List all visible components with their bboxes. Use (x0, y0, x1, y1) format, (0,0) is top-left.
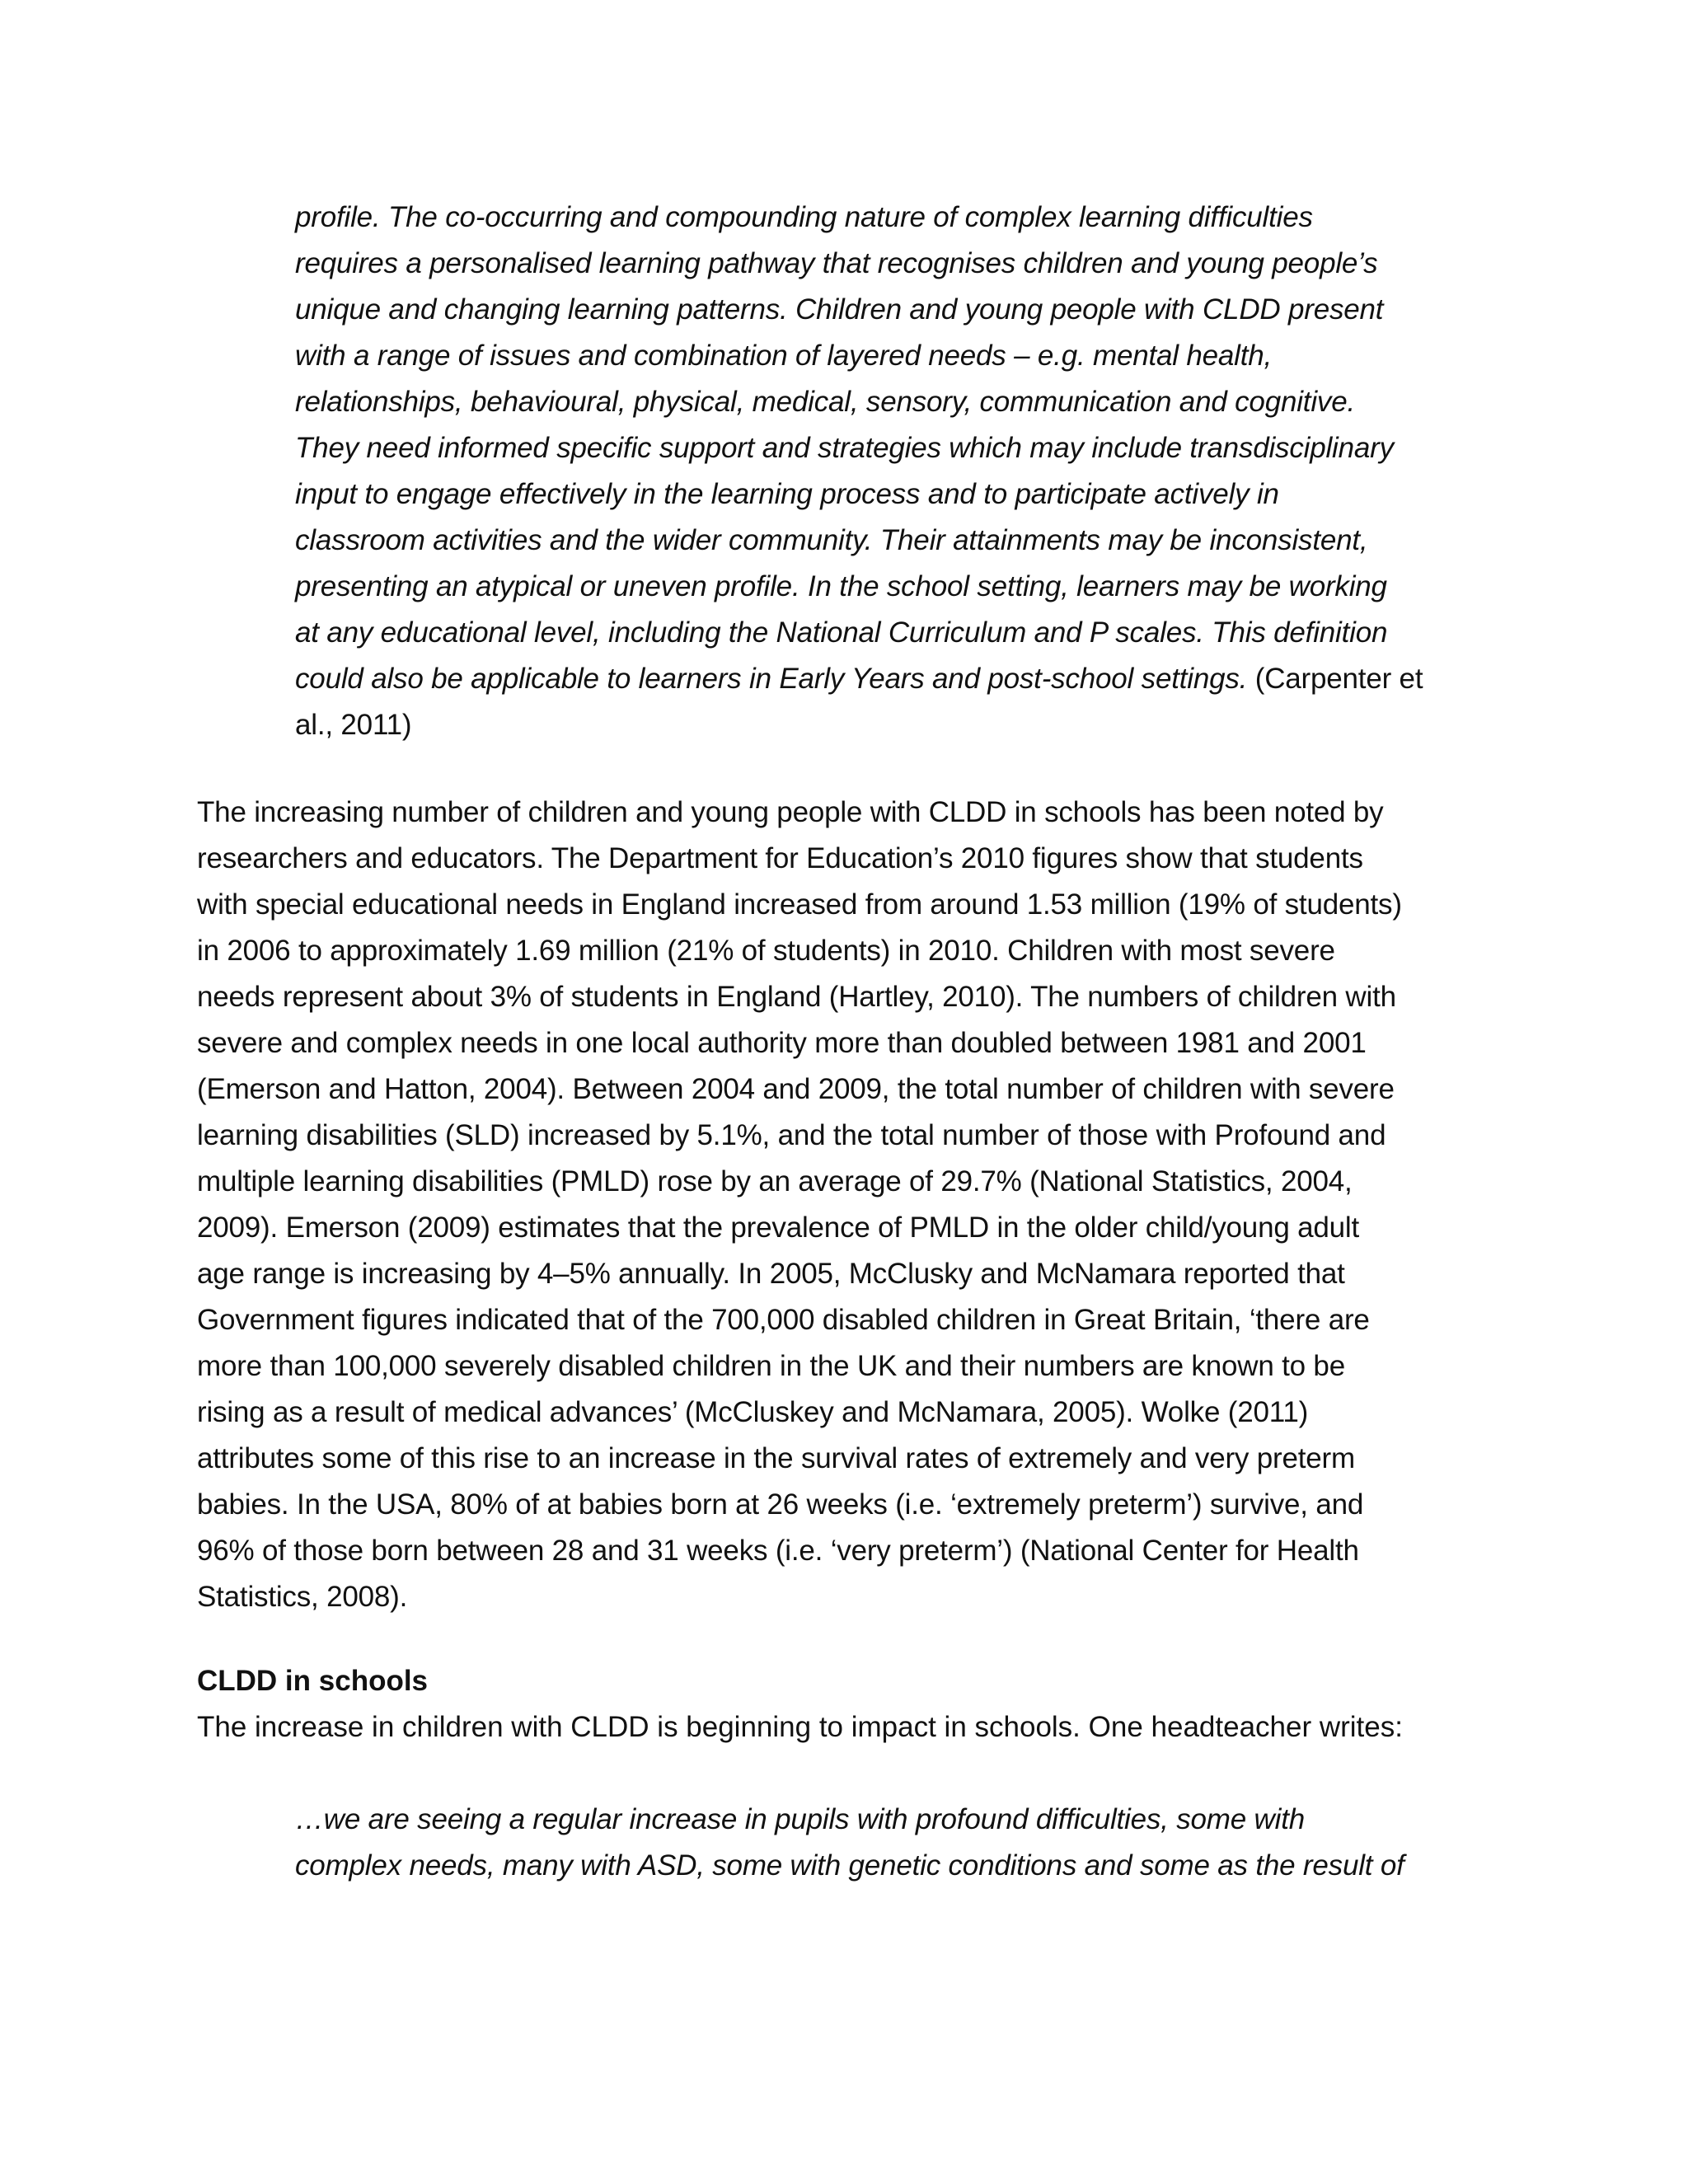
paragraph-line: rising as a result of medical advances’ (McCluskey and McNamara, 2005). Wolke (2011) (197, 1396, 1309, 1428)
paragraph-line: (Emerson and Hatton, 2004). Between 2004 and 2009, the total number of children with severe (197, 1073, 1395, 1105)
paragraph-line: researchers and educators. The Department for Education’s 2010 figures show that students (197, 842, 1363, 874)
paragraph-line: more than 100,000 severely disabled children in the UK and their numbers are known to be (197, 1350, 1345, 1382)
paragraph-line: in 2006 to approximately 1.69 million (21% of students) in 2010. Children with most severe (197, 935, 1335, 967)
paragraph-line: learning disabilities (SLD) increased by 5.1%, and the total number of those with Profound and (197, 1119, 1386, 1151)
quote-line: input to engage effectively in the learning process and to participate actively in (295, 478, 1279, 510)
section-intro: The increase in children with CLDD is beginning to impact in schools. One headteacher writes: (197, 1711, 1403, 1743)
paragraph-line: multiple learning disabilities (PMLD) rose by an average of 29.7% (National Statistics, 2004, (197, 1165, 1353, 1197)
quote-last-line (295, 656, 1474, 702)
paragraph-line: babies. In the USA, 80% of at babies born at 26 weeks (i.e. ‘extremely preterm’) survive, and (197, 1488, 1364, 1521)
quote-line: classroom activities and the wider community. Their attainments may be inconsistent, (295, 524, 1368, 556)
section-heading: CLDD in schools (197, 1665, 429, 1697)
paragraph-line: needs represent about 3% of students in England (Hartley, 2010). The numbers of children with (197, 981, 1396, 1013)
paragraph-line: 2009). Emerson (2009) estimates that the prevalence of PMLD in the older child/young adult (197, 1212, 1360, 1244)
body-paragraph (197, 790, 1483, 1620)
block-quote-headteacher (295, 1797, 1474, 1889)
paragraph-line: with special educational needs in England increased from around 1.53 million (19% of students) (197, 888, 1402, 921)
paragraph-line: Statistics, 2008). (197, 1581, 408, 1613)
quote-line: unique and changing learning patterns. Children and young people with CLDD present (295, 293, 1384, 326)
quote-line: relationships, behavioural, physical, medical, sensory, communication and cognitive. (295, 386, 1355, 418)
quote-line: could also be applicable to learners in Early Years and post-school settings. (295, 663, 1248, 695)
quote-line: profile. The co-occurring and compounding nature of complex learning difficulties (295, 201, 1313, 233)
paragraph-line: attributes some of this rise to an increase in the survival rates of extremely and very preterm (197, 1442, 1355, 1474)
paragraph-line: age range is increasing by 4–5% annually. In 2005, McClusky and McNamara reported that (197, 1258, 1345, 1290)
block-quote-definition (295, 194, 1474, 748)
quote-line: They need informed specific support and strategies which may include transdisciplinary (295, 432, 1394, 464)
quote-line: with a range of issues and combination of layered needs – e.g. mental health, (295, 340, 1273, 372)
paragraph-line: The increasing number of children and young people with CLDD in schools has been noted by (197, 796, 1384, 828)
quote-line: complex needs, many with ASD, some with genetic conditions and some as the result of (295, 1849, 1404, 1882)
quote-line: …we are seeing a regular increase in pupils with profound difficulties, some with (295, 1803, 1305, 1835)
quote-line: at any educational level, including the National Curriculum and P scales. This definition (295, 616, 1388, 649)
paragraph-line: Government figures indicated that of the 700,000 disabled children in Great Britain, ‘there are (197, 1304, 1370, 1336)
quote-line: requires a personalised learning pathway that recognises children and young people’s (295, 247, 1378, 279)
quote-line: presenting an atypical or uneven profile. In the school setting, learners may be working (295, 570, 1387, 602)
paragraph-line: 96% of those born between 28 and 31 weeks (i.e. ‘very preterm’) (National Center for Health (197, 1535, 1359, 1567)
citation-continued: al., 2011) (295, 709, 412, 741)
paragraph-line: severe and complex needs in one local authority more than doubled between 1981 and 2001 (197, 1027, 1367, 1059)
citation: (Carpenter et (1247, 663, 1423, 695)
